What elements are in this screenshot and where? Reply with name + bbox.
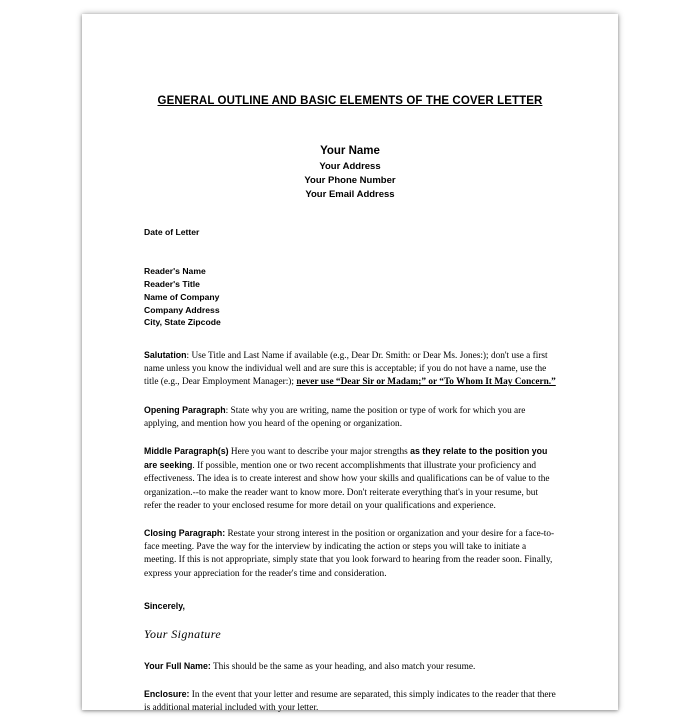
middle-paragraph <box>144 445 556 513</box>
opening-paragraph <box>144 404 556 431</box>
closing-text: Restate your strong interest in the position or organization and your desire for a face-to-face meeting. Pave the way for the interview by indicating the action or steps you will take to initiate a meeting. If this is not appropriate, simply state that you look forward to hearing from the reader soon. Finally, express your appreciation for the reader's time and consideration. <box>144 528 555 579</box>
enclosure-label: Enclosure: <box>144 688 190 699</box>
sincerely-line: Sincerely, <box>144 600 185 611</box>
opening-label: Opening Paragraph <box>144 404 226 415</box>
closing-label: Closing Paragraph: <box>144 527 226 538</box>
letterhead-phone: Your Phone Number <box>304 174 396 186</box>
signature-line: Your Signature <box>144 626 222 641</box>
date-line: Date of Letter <box>144 227 200 238</box>
document-title: GENERAL OUTLINE AND BASIC ELEMENTS OF THE COVER LETTER <box>157 95 543 107</box>
full-name-text: This should be the same as your heading, and also match your resume. <box>210 661 476 672</box>
letterhead-name: Your Name <box>320 144 380 157</box>
salutation-label: Salutation <box>144 350 187 361</box>
middle-text-after: . If possible, mention one or two recent accomplishments that illustrate your proficiency and effectiveness. The idea is to create interest and show how your skills and qualifications can be of value to the organization.--to make the reader want to know more. Don't reiterate everything that's in your resume, but refer the reader to your enclosed resume for more detail on your qualifications and experience. <box>144 461 550 511</box>
full-name-paragraph <box>144 660 556 674</box>
recipient-company: Name of Company <box>144 291 220 302</box>
letterhead-address: Your Address <box>319 161 381 173</box>
recipient-block <box>144 265 556 329</box>
middle-text-before: Here you want to describe your major strengths <box>228 447 411 458</box>
document-content <box>144 94 556 724</box>
salutation-emphasis: never use “Dear Sir or Madam;” or “To Whom It May Concern.” <box>296 377 556 388</box>
letterhead-email: Your Email Address <box>305 188 395 200</box>
enclosure-paragraph <box>144 688 556 715</box>
salutation-text: : Use Title and Last Name if available (e.g., Dear Dr. Smith: or Dear Ms. Jones:); don't use a first name unless you know the individual well and are sure this is acceptable; if you do not have a name, use the title (e.g., Dear Employment Manager:); <box>144 351 548 388</box>
recipient-address: Company Address <box>144 304 220 315</box>
middle-bold-phrase: as they relate to the position you are seeking <box>144 446 548 471</box>
document-page <box>82 14 618 714</box>
middle-label: Middle Paragraph(s) <box>144 446 229 457</box>
letterhead-block <box>144 143 556 202</box>
opening-text: : State why you are writing, name the position or type of work for which you are applying, and mention how you heard of the opening or organization. <box>144 405 526 429</box>
full-name-label: Your Full Name: <box>144 660 211 671</box>
recipient-city-state-zip: City, State Zipcode <box>144 317 221 328</box>
salutation-paragraph <box>144 349 556 390</box>
enclosure-text: In the event that your letter and resume are separated, this simply indicates to the reader that there is additional material included with your letter. <box>144 689 556 714</box>
recipient-name: Reader's Name <box>144 266 206 277</box>
recipient-title: Reader's Title <box>144 279 200 290</box>
closing-paragraph <box>144 527 556 581</box>
